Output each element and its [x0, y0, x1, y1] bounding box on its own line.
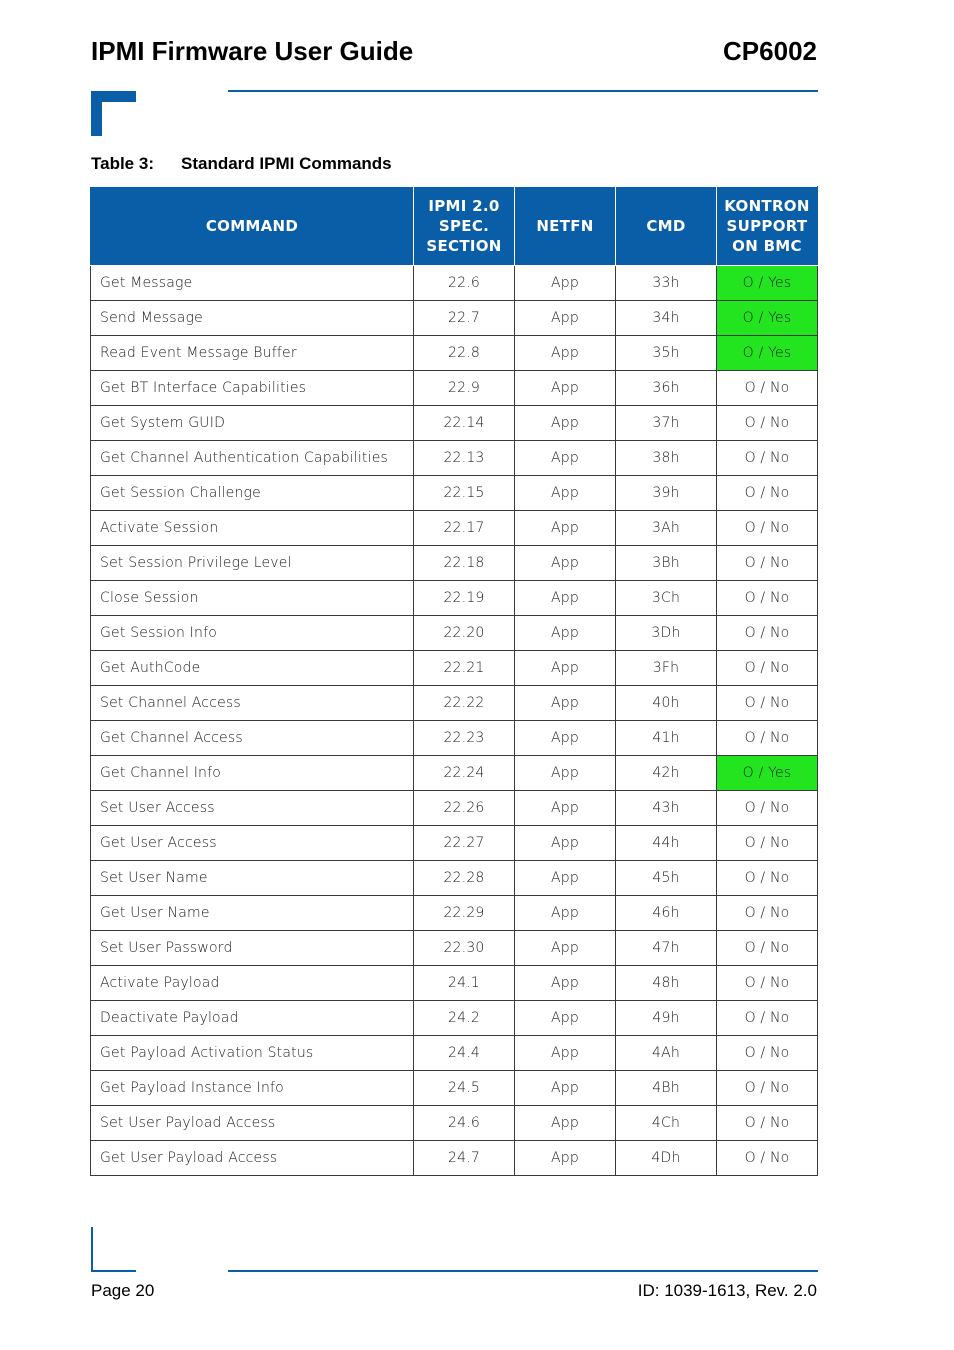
- page-number: Page 20: [91, 1281, 155, 1300]
- cmd-cell: 40h: [616, 686, 717, 721]
- spec-section-cell: 22.24: [414, 756, 515, 791]
- cmd-cell: 44h: [616, 826, 717, 861]
- support-cell: O / No: [717, 721, 818, 756]
- support-cell: O / No: [717, 546, 818, 581]
- table-row: [91, 581, 818, 616]
- header-rule: [228, 90, 818, 92]
- netfn-cell: App: [515, 826, 616, 861]
- spec-section-cell: 22.8: [414, 336, 515, 371]
- spec-section-cell: 24.5: [414, 1071, 515, 1106]
- corner-mark-bottom: [91, 1270, 136, 1272]
- ipmi-commands-table: [90, 186, 818, 1176]
- netfn-cell: App: [515, 1106, 616, 1141]
- spec-section-cell: 22.9: [414, 371, 515, 406]
- command-cell: Deactivate Payload: [91, 1001, 414, 1036]
- netfn-cell: App: [515, 1071, 616, 1106]
- table-row: [91, 441, 818, 476]
- table-row: [91, 1036, 818, 1071]
- cmd-cell: 43h: [616, 791, 717, 826]
- support-cell: O / No: [717, 1071, 818, 1106]
- table-body: [91, 266, 818, 1176]
- cmd-cell: 49h: [616, 1001, 717, 1036]
- table-caption-number: Table 3:: [91, 154, 154, 173]
- document-title: IPMI Firmware User Guide: [91, 36, 414, 66]
- netfn-cell: App: [515, 861, 616, 896]
- command-cell: Activate Payload: [91, 966, 414, 1001]
- spec-section-cell: 22.17: [414, 511, 515, 546]
- table-row: [91, 1071, 818, 1106]
- spec-section-cell: 22.30: [414, 931, 515, 966]
- support-cell: O / No: [717, 1036, 818, 1071]
- support-cell: O / No: [717, 371, 818, 406]
- netfn-cell: App: [515, 651, 616, 686]
- command-cell: Set User Name: [91, 861, 414, 896]
- support-cell: O / No: [717, 476, 818, 511]
- support-cell: O / No: [717, 441, 818, 476]
- netfn-cell: App: [515, 1036, 616, 1071]
- spec-section-cell: 22.20: [414, 616, 515, 651]
- netfn-cell: App: [515, 581, 616, 616]
- header-spec-section: IPMI 2.0 SPEC. SECTION: [414, 187, 515, 266]
- cmd-cell: 4Dh: [616, 1141, 717, 1176]
- table-row: [91, 1001, 818, 1036]
- spec-section-cell: 22.14: [414, 406, 515, 441]
- netfn-cell: App: [515, 476, 616, 511]
- command-cell: Read Event Message Buffer: [91, 336, 414, 371]
- document-id: ID: 1039-1613, Rev. 2.0: [637, 1281, 817, 1300]
- spec-section-cell: 22.19: [414, 581, 515, 616]
- spec-section-cell: 24.4: [414, 1036, 515, 1071]
- spec-section-cell: 24.2: [414, 1001, 515, 1036]
- cmd-cell: 39h: [616, 476, 717, 511]
- support-cell: O / No: [717, 931, 818, 966]
- cmd-cell: 47h: [616, 931, 717, 966]
- spec-section-cell: 22.22: [414, 686, 515, 721]
- cmd-cell: 37h: [616, 406, 717, 441]
- netfn-cell: App: [515, 686, 616, 721]
- spec-section-cell: 24.1: [414, 966, 515, 1001]
- command-cell: Get Channel Access: [91, 721, 414, 756]
- netfn-cell: App: [515, 371, 616, 406]
- cmd-cell: 3Bh: [616, 546, 717, 581]
- cmd-cell: 46h: [616, 896, 717, 931]
- command-cell: Set User Payload Access: [91, 1106, 414, 1141]
- table-row: [91, 1106, 818, 1141]
- spec-section-cell: 24.6: [414, 1106, 515, 1141]
- table-caption: [91, 154, 392, 174]
- table-row: [91, 476, 818, 511]
- table-row: [91, 546, 818, 581]
- table-row: [91, 861, 818, 896]
- netfn-cell: App: [515, 966, 616, 1001]
- cmd-cell: 41h: [616, 721, 717, 756]
- spec-section-cell: 22.23: [414, 721, 515, 756]
- command-cell: Set User Password: [91, 931, 414, 966]
- command-cell: Send Message: [91, 301, 414, 336]
- netfn-cell: App: [515, 301, 616, 336]
- support-cell: O / Yes: [717, 266, 818, 301]
- support-cell: O / No: [717, 1106, 818, 1141]
- cmd-cell: 36h: [616, 371, 717, 406]
- table-row: [91, 826, 818, 861]
- spec-section-cell: 22.29: [414, 896, 515, 931]
- support-cell: O / No: [717, 826, 818, 861]
- command-cell: Get User Name: [91, 896, 414, 931]
- netfn-cell: App: [515, 721, 616, 756]
- cmd-cell: 4Ah: [616, 1036, 717, 1071]
- spec-section-cell: 22.6: [414, 266, 515, 301]
- table-row: [91, 791, 818, 826]
- netfn-cell: App: [515, 791, 616, 826]
- command-cell: Activate Session: [91, 511, 414, 546]
- cmd-cell: 35h: [616, 336, 717, 371]
- support-cell: O / No: [717, 1001, 818, 1036]
- support-cell: O / No: [717, 616, 818, 651]
- cmd-cell: 3Dh: [616, 616, 717, 651]
- cmd-cell: 3Fh: [616, 651, 717, 686]
- netfn-cell: App: [515, 1141, 616, 1176]
- corner-mark-top-vertical: [91, 91, 102, 136]
- netfn-cell: App: [515, 931, 616, 966]
- cmd-cell: 34h: [616, 301, 717, 336]
- support-cell: O / Yes: [717, 756, 818, 791]
- support-cell: O / No: [717, 406, 818, 441]
- support-cell: O / Yes: [717, 301, 818, 336]
- cmd-cell: 48h: [616, 966, 717, 1001]
- support-cell: O / No: [717, 651, 818, 686]
- corner-mark-bottom-vertical: [91, 1227, 93, 1272]
- cmd-cell: 45h: [616, 861, 717, 896]
- header-netfn: NETFN: [515, 187, 616, 266]
- command-cell: Close Session: [91, 581, 414, 616]
- command-cell: Get System GUID: [91, 406, 414, 441]
- netfn-cell: App: [515, 336, 616, 371]
- spec-section-cell: 24.7: [414, 1141, 515, 1176]
- table-row: [91, 756, 818, 791]
- netfn-cell: App: [515, 1001, 616, 1036]
- support-cell: O / No: [717, 1141, 818, 1176]
- header-kontron-support: KONTRON SUPPORT ON BMC: [717, 187, 818, 266]
- header-command: COMMAND: [91, 187, 414, 266]
- command-cell: Set User Access: [91, 791, 414, 826]
- spec-section-cell: 22.26: [414, 791, 515, 826]
- cmd-cell: 4Ch: [616, 1106, 717, 1141]
- support-cell: O / No: [717, 791, 818, 826]
- support-cell: O / No: [717, 896, 818, 931]
- cmd-cell: 3Ah: [616, 511, 717, 546]
- command-cell: Set Session Privilege Level: [91, 546, 414, 581]
- table-header-row: [91, 187, 818, 266]
- command-cell: Set Channel Access: [91, 686, 414, 721]
- netfn-cell: App: [515, 406, 616, 441]
- cmd-cell: 38h: [616, 441, 717, 476]
- command-cell: Get Session Info: [91, 616, 414, 651]
- support-cell: O / No: [717, 581, 818, 616]
- table-row: [91, 266, 818, 301]
- table-row: [91, 616, 818, 651]
- table-row: [91, 966, 818, 1001]
- support-cell: O / No: [717, 686, 818, 721]
- support-cell: O / No: [717, 861, 818, 896]
- table-row: [91, 511, 818, 546]
- table-row: [91, 686, 818, 721]
- spec-section-cell: 22.27: [414, 826, 515, 861]
- command-cell: Get AuthCode: [91, 651, 414, 686]
- header-cmd: CMD: [616, 187, 717, 266]
- table-row: [91, 896, 818, 931]
- spec-section-cell: 22.28: [414, 861, 515, 896]
- table-row: [91, 406, 818, 441]
- netfn-cell: App: [515, 266, 616, 301]
- cmd-cell: 3Ch: [616, 581, 717, 616]
- netfn-cell: App: [515, 546, 616, 581]
- netfn-cell: App: [515, 756, 616, 791]
- netfn-cell: App: [515, 441, 616, 476]
- support-cell: O / No: [717, 966, 818, 1001]
- table-row: [91, 371, 818, 406]
- command-cell: Get Message: [91, 266, 414, 301]
- netfn-cell: App: [515, 896, 616, 931]
- table-row: [91, 1141, 818, 1176]
- spec-section-cell: 22.21: [414, 651, 515, 686]
- table-row: [91, 336, 818, 371]
- command-cell: Get User Access: [91, 826, 414, 861]
- command-cell: Get Channel Authentication Capabilities: [91, 441, 414, 476]
- spec-section-cell: 22.7: [414, 301, 515, 336]
- cmd-cell: 4Bh: [616, 1071, 717, 1106]
- footer-rule: [228, 1270, 818, 1272]
- netfn-cell: App: [515, 616, 616, 651]
- spec-section-cell: 22.15: [414, 476, 515, 511]
- table-row: [91, 301, 818, 336]
- spec-section-cell: 22.18: [414, 546, 515, 581]
- table-row: [91, 651, 818, 686]
- support-cell: O / No: [717, 511, 818, 546]
- command-cell: Get Payload Instance Info: [91, 1071, 414, 1106]
- table-row: [91, 931, 818, 966]
- command-cell: Get Channel Info: [91, 756, 414, 791]
- table-caption-title: Standard IPMI Commands: [181, 154, 392, 173]
- cmd-cell: 33h: [616, 266, 717, 301]
- command-cell: Get Session Challenge: [91, 476, 414, 511]
- cmd-cell: 42h: [616, 756, 717, 791]
- spec-section-cell: 22.13: [414, 441, 515, 476]
- command-cell: Get BT Interface Capabilities: [91, 371, 414, 406]
- command-cell: Get Payload Activation Status: [91, 1036, 414, 1071]
- support-cell: O / Yes: [717, 336, 818, 371]
- product-model: CP6002: [723, 36, 817, 66]
- netfn-cell: App: [515, 511, 616, 546]
- command-cell: Get User Payload Access: [91, 1141, 414, 1176]
- table-row: [91, 721, 818, 756]
